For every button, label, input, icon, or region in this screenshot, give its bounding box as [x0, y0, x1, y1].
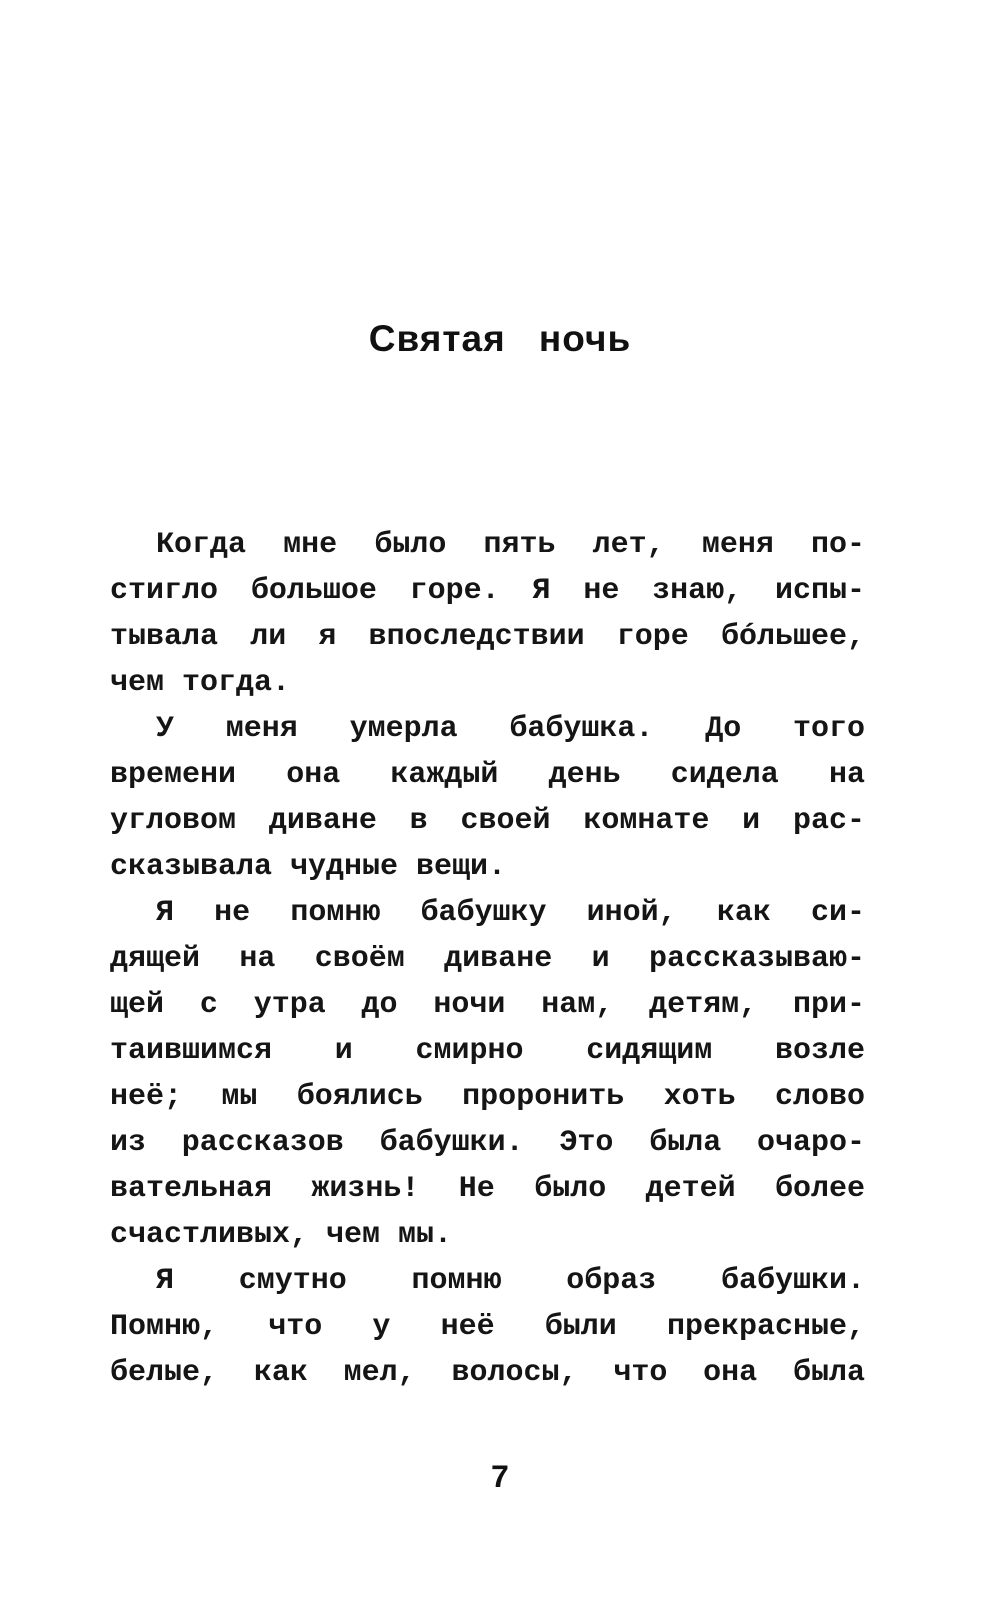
- text-line: времени она каждый день сидела на: [110, 758, 865, 792]
- text-line: из рассказов бабушки. Это была очаро-: [110, 1126, 865, 1160]
- text-line: дящей на своём диване и рассказываю-: [110, 942, 865, 976]
- text-line: чем тогда.: [110, 666, 291, 700]
- text-line: Я смутно помню образ бабушки.: [156, 1264, 865, 1298]
- text-line: Я не помню бабушку иной, как си-: [156, 896, 865, 930]
- text-line: щей с утра до ночи нам, детям, при-: [110, 988, 865, 1022]
- text-line: таившимся и смирно сидящим возле: [110, 1034, 865, 1068]
- text-line: счастливых, чем мы.: [110, 1218, 453, 1252]
- text-line: угловом диване в своей комнате и рас-: [110, 804, 865, 838]
- page-number: 7: [490, 1460, 510, 1497]
- text-line: белые, как мел, волосы, что она была: [110, 1356, 865, 1390]
- chapter-title: Святая ночь: [368, 318, 632, 359]
- text-line: вательная жизнь! Не было детей более: [110, 1172, 865, 1206]
- text-line: сказывала чудные вещи.: [110, 850, 507, 884]
- text-line: У меня умерла бабушка. До того: [156, 712, 865, 746]
- text-line: Помню, что у неё были прекрасные,: [110, 1310, 865, 1344]
- body-text: [110, 522, 865, 1396]
- text-line: тывала ли я впоследствии горе бóльшее,: [110, 620, 865, 654]
- text-line: неё; мы боялись проронить хоть слово: [110, 1080, 865, 1114]
- text-line: стигло большое горе. Я не знаю, испы-: [110, 574, 865, 608]
- text-line: Когда мне было пять лет, меня по-: [156, 528, 865, 562]
